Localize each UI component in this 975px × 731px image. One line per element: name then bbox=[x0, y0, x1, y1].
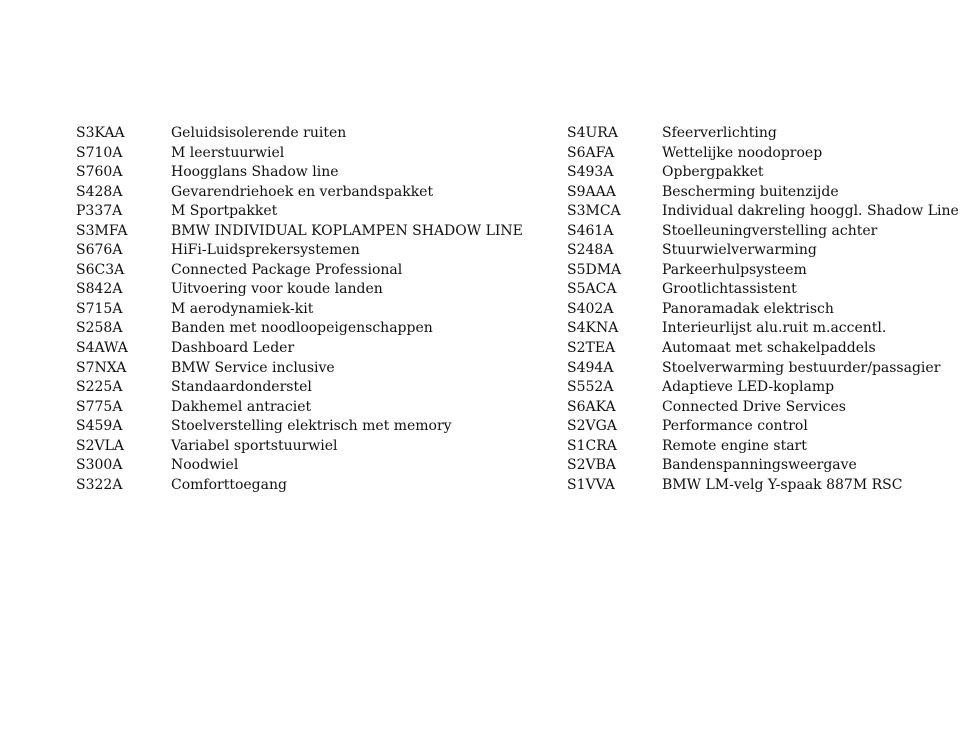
option-description: Comforttoegang bbox=[171, 476, 287, 493]
option-description: Uitvoering voor koude landen bbox=[171, 281, 383, 298]
option-description: Remote engine start bbox=[662, 437, 807, 454]
option-code: S775A bbox=[76, 398, 123, 415]
option-code: S322A bbox=[76, 476, 123, 493]
option-description: Opbergpakket bbox=[662, 164, 764, 181]
option-code: S3KAA bbox=[76, 125, 125, 141]
option-description: Stoelverstelling elektrisch met memory bbox=[171, 418, 452, 435]
option-row bbox=[567, 280, 967, 300]
option-description: Individual dakreling hooggl. Shadow Line bbox=[662, 203, 959, 220]
option-code: S5DMA bbox=[567, 261, 622, 278]
option-description: Stoelleuningverstelling achter bbox=[662, 222, 878, 239]
option-description: Variabel sportstuurwiel bbox=[171, 437, 338, 454]
option-row bbox=[76, 241, 556, 261]
option-code: S676A bbox=[76, 242, 123, 259]
option-row bbox=[76, 398, 556, 418]
option-description: M Sportpakket bbox=[171, 203, 278, 220]
option-code: S552A bbox=[567, 379, 614, 396]
option-description: Adaptieve LED-koplamp bbox=[662, 379, 835, 396]
option-row bbox=[567, 261, 967, 281]
option-description: HiFi-Luidsprekersystemen bbox=[171, 242, 360, 259]
option-row bbox=[76, 359, 556, 379]
option-row bbox=[567, 222, 967, 242]
option-description: Geluidsisolerende ruiten bbox=[171, 125, 347, 141]
option-description: M aerodynamiek-kit bbox=[171, 300, 314, 317]
option-description: Performance control bbox=[662, 418, 808, 435]
option-row bbox=[567, 378, 967, 398]
option-description: Wettelijke noodoproep bbox=[662, 144, 823, 161]
option-code: S3MFA bbox=[76, 222, 128, 239]
option-code: S428A bbox=[76, 183, 123, 200]
option-description: BMW INDIVIDUAL KOPLAMPEN SHADOW LINE bbox=[171, 222, 523, 239]
option-description: BMW Service inclusive bbox=[171, 359, 335, 376]
option-row bbox=[76, 378, 556, 398]
option-code: S4AWA bbox=[76, 340, 128, 357]
option-code: S5ACA bbox=[567, 281, 617, 298]
option-row bbox=[567, 476, 967, 496]
option-row bbox=[76, 222, 556, 242]
option-row bbox=[567, 437, 967, 457]
option-code: S715A bbox=[76, 300, 123, 317]
option-row bbox=[567, 398, 967, 418]
option-code: S842A bbox=[76, 281, 123, 298]
options-list-right bbox=[567, 124, 967, 495]
option-description: Noodwiel bbox=[171, 457, 239, 474]
option-description: Bescherming buitenzijde bbox=[662, 183, 839, 200]
option-code: S225A bbox=[76, 379, 123, 396]
options-list-left bbox=[76, 124, 556, 495]
option-code: S2VLA bbox=[76, 437, 125, 454]
option-description: Dakhemel antraciet bbox=[171, 398, 312, 415]
option-code: S493A bbox=[567, 164, 614, 181]
option-description: Stuurwielverwarming bbox=[662, 242, 817, 259]
option-row bbox=[76, 163, 556, 183]
option-code: S6C3A bbox=[76, 261, 125, 278]
option-row bbox=[567, 124, 967, 144]
option-code: S6AKA bbox=[567, 398, 616, 415]
option-code: P337A bbox=[76, 203, 123, 220]
option-code: S258A bbox=[76, 320, 123, 337]
option-description: Stoelverwarming bestuurder/passagier bbox=[662, 359, 941, 376]
option-row bbox=[567, 163, 967, 183]
option-description: M leerstuurwiel bbox=[171, 144, 285, 161]
option-code: S248A bbox=[567, 242, 614, 259]
option-row bbox=[76, 417, 556, 437]
option-row bbox=[567, 359, 967, 379]
option-code: S760A bbox=[76, 164, 123, 181]
option-code: S4KNA bbox=[567, 320, 619, 337]
option-row bbox=[76, 202, 556, 222]
option-row bbox=[76, 476, 556, 496]
option-row bbox=[567, 319, 967, 339]
option-code: S2VGA bbox=[567, 418, 617, 435]
option-code: S1VVA bbox=[567, 476, 615, 493]
option-code: S3MCA bbox=[567, 203, 621, 220]
option-code: S9AAA bbox=[567, 183, 616, 200]
option-code: S1CRA bbox=[567, 437, 617, 454]
option-row bbox=[567, 241, 967, 261]
option-description: Connected Package Professional bbox=[171, 261, 403, 278]
option-code: S710A bbox=[76, 144, 123, 161]
option-row bbox=[567, 183, 967, 203]
option-code: S300A bbox=[76, 457, 123, 474]
option-row bbox=[76, 339, 556, 359]
option-row bbox=[76, 437, 556, 457]
option-row bbox=[76, 319, 556, 339]
option-description: Standaardonderstel bbox=[171, 379, 312, 396]
option-description: Gevarendriehoek en verbandspakket bbox=[171, 183, 434, 200]
option-description: Parkeerhulpsysteem bbox=[662, 261, 807, 278]
option-code: S461A bbox=[567, 222, 614, 239]
option-row bbox=[567, 339, 967, 359]
option-description: Banden met noodloopeigenschappen bbox=[171, 320, 433, 337]
option-code: S402A bbox=[567, 300, 614, 317]
option-description: Panoramadak elektrisch bbox=[662, 300, 834, 317]
option-row bbox=[567, 202, 967, 222]
option-code: S4URA bbox=[567, 125, 618, 141]
option-description: Grootlichtassistent bbox=[662, 281, 797, 298]
option-code: S459A bbox=[76, 418, 123, 435]
option-row bbox=[567, 144, 967, 164]
option-code: S7NXA bbox=[76, 359, 127, 376]
option-description: Bandenspanningsweergave bbox=[662, 457, 857, 474]
option-description: Hoogglans Shadow line bbox=[171, 164, 339, 181]
option-description: BMW LM-velg Y-spaak 887M RSC bbox=[662, 476, 903, 493]
option-description: Automaat met schakelpaddels bbox=[662, 340, 876, 357]
option-code: S2VBA bbox=[567, 457, 617, 474]
option-description: Dashboard Leder bbox=[171, 340, 295, 357]
option-code: S2TEA bbox=[567, 340, 616, 357]
option-row bbox=[76, 300, 556, 320]
option-description: Connected Drive Services bbox=[662, 398, 846, 415]
option-row bbox=[76, 280, 556, 300]
option-row bbox=[76, 456, 556, 476]
option-row bbox=[76, 183, 556, 203]
option-code: S6AFA bbox=[567, 144, 615, 161]
option-row bbox=[76, 144, 556, 164]
option-description: Interieurlijst alu.ruit m.accentl. bbox=[662, 320, 887, 337]
option-row bbox=[567, 300, 967, 320]
option-description: Sfeerverlichting bbox=[662, 125, 777, 141]
option-code: S494A bbox=[567, 359, 614, 376]
option-row bbox=[567, 417, 967, 437]
option-row bbox=[567, 456, 967, 476]
option-row bbox=[76, 124, 556, 144]
option-row bbox=[76, 261, 556, 281]
